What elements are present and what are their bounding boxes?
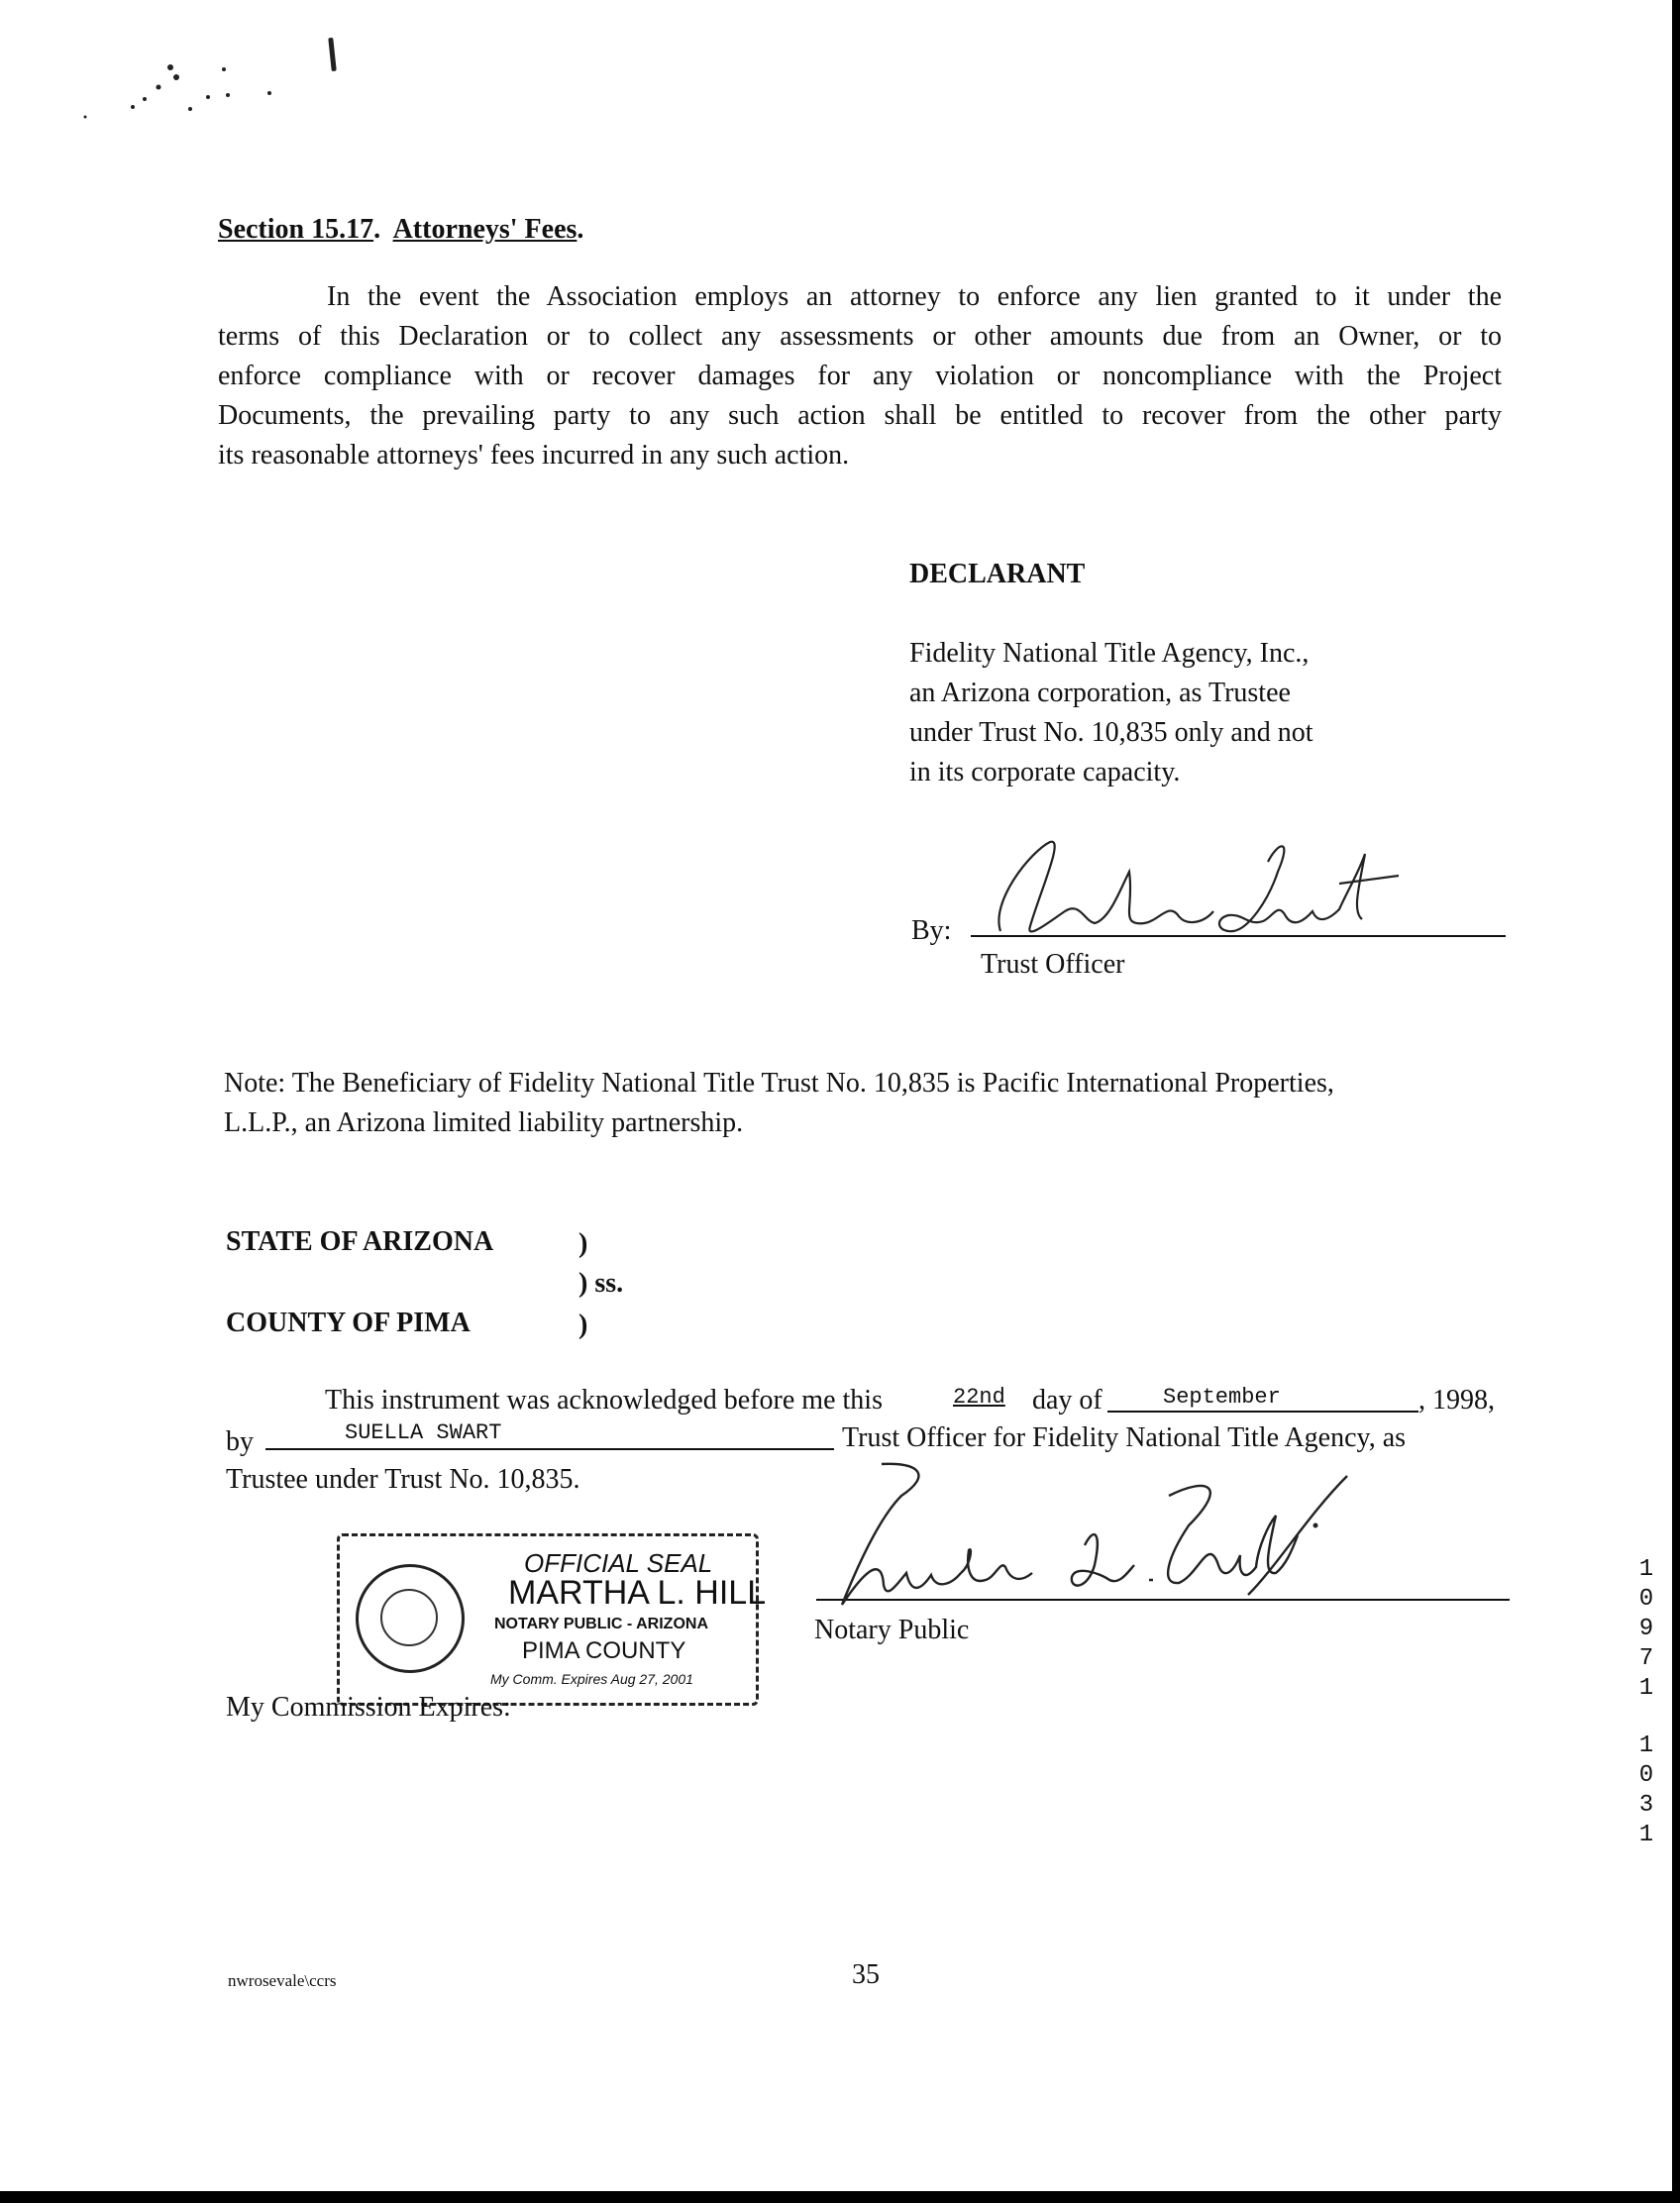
notary-stamp <box>337 1533 767 1706</box>
by-label: By: <box>911 915 952 946</box>
declarant-line: an Arizona corporation, as Trustee <box>909 678 1291 708</box>
section-heading: Section 15.17. Attorneys' Fees. <box>218 214 584 245</box>
state-seal-icon <box>356 1564 465 1673</box>
paragraph-line: terms of this Declaration or to collect any assessments or other amounts due from an Owner, or to <box>218 321 1502 352</box>
stamp-line: NOTARY PUBLIC - ARIZONA <box>494 1616 708 1632</box>
section-title: Attorneys' Fees <box>392 214 578 245</box>
side-mark-digit: 7 <box>1638 1645 1654 1672</box>
side-mark-digit: 9 <box>1638 1616 1654 1642</box>
ack-month: September <box>1163 1385 1281 1410</box>
month-line <box>1107 1411 1418 1413</box>
note-line: L.L.P., an Arizona limited liability partnership. <box>224 1107 744 1138</box>
paragraph-line: enforce compliance with or recover damages for any violation or noncompliance with the Project <box>218 361 1502 391</box>
scan-speckles <box>79 28 357 127</box>
side-mark-digit: 0 <box>1638 1762 1654 1789</box>
ack-role: Trust Officer for Fidelity National Title Agency, as <box>842 1422 1407 1453</box>
stamp-line: PIMA COUNTY <box>522 1637 686 1664</box>
notary-title: Notary Public <box>814 1615 970 1645</box>
declarant-line: in its corporate capacity. <box>909 757 1181 787</box>
commission-label: My Commission Expires: <box>226 1692 511 1723</box>
side-mark-digit: 0 <box>1638 1586 1654 1613</box>
ack-day-of: day of <box>1032 1385 1102 1416</box>
stamp-line: OFFICIAL SEAL <box>524 1548 713 1578</box>
file-reference: nwrosevale\ccrs <box>228 1971 337 1990</box>
venue-paren: ) <box>578 1310 588 1340</box>
declarant-signature <box>971 832 1407 951</box>
paragraph-line: In the event the Association employs an attorney to enforce any lien granted to it under the <box>327 281 1502 312</box>
side-mark-lower <box>1634 1731 1658 1850</box>
section-number: Section 15.17 <box>218 214 374 245</box>
note-line: Note: The Beneficiary of Fidelity National Title Trust No. 10,835 is Pacific International Properties, <box>224 1068 1334 1099</box>
declarant-line: under Trust No. 10,835 only and not <box>909 717 1313 748</box>
ack-trustee-line: Trustee under Trust No. 10,835. <box>226 1464 580 1495</box>
scan-border-bottom <box>0 2191 1680 2203</box>
side-mark-digit: 1 <box>1638 1675 1654 1702</box>
paragraph-line: its reasonable attorneys' fees incurred in any such action. <box>218 440 850 471</box>
side-mark-digit: 3 <box>1638 1792 1654 1819</box>
signer-name-line <box>265 1448 834 1450</box>
stamp-line: My Comm. Expires Aug 27, 2001 <box>490 1671 693 1687</box>
page-number: 35 <box>852 1959 880 1990</box>
paragraph-line: Documents, the prevailing party to any such action shall be entitled to recover from the other party <box>218 400 1502 431</box>
ack-signer-name: SUELLA SWART <box>345 1420 502 1445</box>
ack-intro: This instrument was acknowledged before me this <box>325 1385 883 1416</box>
notary-signature <box>812 1456 1367 1625</box>
ack-year: , 1998, <box>1418 1385 1495 1416</box>
side-mark-upper <box>1634 1555 1658 1704</box>
section-paragraph <box>218 277 1502 475</box>
declarant-heading: DECLARANT <box>909 559 1086 589</box>
venue-county: COUNTY OF PIMA <box>226 1308 471 1338</box>
signer-title: Trust Officer <box>981 949 1125 980</box>
scan-border-right <box>1672 0 1680 2203</box>
stamp-line: MARTHA L. HILL <box>508 1574 767 1612</box>
side-mark-digit: 1 <box>1638 1732 1654 1759</box>
side-mark-digit: 1 <box>1638 1556 1654 1583</box>
ack-by-label: by <box>226 1426 254 1457</box>
venue-ss: ) ss. <box>578 1268 624 1299</box>
declarant-line: Fidelity National Title Agency, Inc., <box>909 638 1310 669</box>
ack-day: 22nd <box>953 1385 1005 1410</box>
venue-paren: ) <box>578 1228 588 1259</box>
venue-state: STATE OF ARIZONA <box>226 1226 494 1257</box>
side-mark-digit: 1 <box>1638 1822 1654 1848</box>
